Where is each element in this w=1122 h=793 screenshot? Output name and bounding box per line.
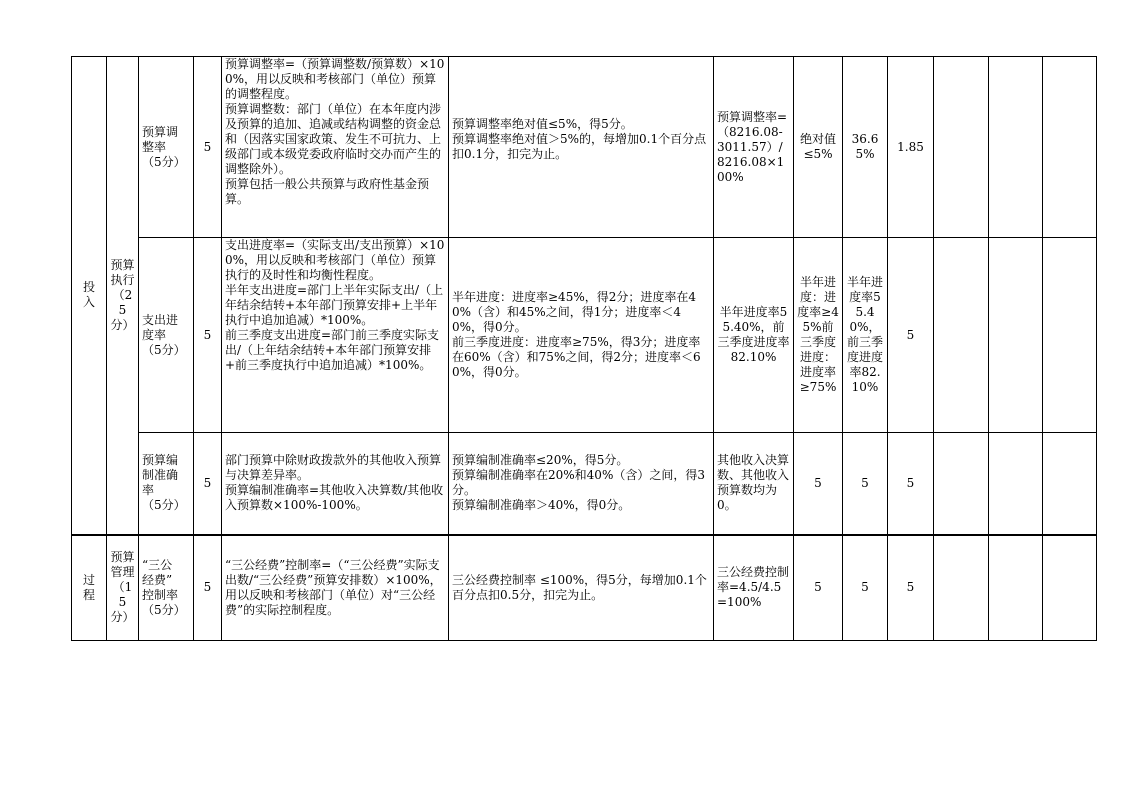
measured-value: 半年进度率55.40%，前三季度进度率82.10% xyxy=(843,238,888,433)
indicator-name: 预算调 整率 （5分） xyxy=(139,57,194,238)
indicator-definition: 部门预算中除财政拨款外的其他收入预算与决算差异率。 预算编制准确率=其他收入决算数/其他收入预算数×100%-100%。 xyxy=(222,433,449,535)
category-process: 过 程 xyxy=(72,535,107,641)
actual-value: 三公经费控制率=4.5/4.5=100% xyxy=(714,535,794,641)
score: 1.85 xyxy=(888,57,934,238)
target-value: 绝对值≤5% xyxy=(794,57,843,238)
empty-cell xyxy=(934,433,989,535)
indicator-name: “三公 经费” 控制率 （5分） xyxy=(139,535,194,641)
actual-value: 预算调整率=（8216.08-3011.57）/8216.08×100% xyxy=(714,57,794,238)
score: 5 xyxy=(888,535,934,641)
table-row xyxy=(72,535,1097,641)
measured-value: 5 xyxy=(843,433,888,535)
scoring-criteria: 半年进度：进度率≥45%，得2分；进度率在40%（含）和45%之间，得1分；进度率＜40%，得0分。 前三季度进度：进度率≥75%，得3分；进度率在60%（含）和75%之间，得2分；进度率＜60%，得0分。 xyxy=(449,238,714,433)
actual-value: 半年进度率55.40%，前三季度进度率82.10% xyxy=(714,238,794,433)
score: 5 xyxy=(888,433,934,535)
empty-cell xyxy=(1043,57,1097,238)
empty-cell xyxy=(1043,535,1097,641)
empty-cell xyxy=(934,535,989,641)
table-row xyxy=(72,238,1097,433)
indicator-weight: 5 xyxy=(194,57,222,238)
actual-value: 其他收入决算数、其他收入预算数均为0。 xyxy=(714,433,794,535)
score: 5 xyxy=(888,238,934,433)
indicator-definition: 预算调整率=（预算调整数/预算数）×100%，用以反映和考核部门（单位）预算的调整程度。 预算调整数：部门（单位）在本年度内涉及预算的追加、追减或结构调整的资金总和（因落实国家政策、发生不可抗力、上级部门或本级党委政府临时交办而产生的调整除外）。 预算包括一般公共预算与政府性基金预算。 xyxy=(222,57,449,238)
table-row xyxy=(72,57,1097,238)
measured-value: 5 xyxy=(843,535,888,641)
empty-cell xyxy=(989,238,1043,433)
subcategory-budget-execution: 预算 执行 （25 分） xyxy=(107,57,139,535)
indicator-weight: 5 xyxy=(194,433,222,535)
scoring-criteria: 三公经费控制率 ≤100%，得5分，每增加0.1个百分点扣0.5分，扣完为止。 xyxy=(449,535,714,641)
category-input: 投 入 xyxy=(72,57,107,535)
empty-cell xyxy=(989,535,1043,641)
indicator-name: 预算编 制准确 率 （5分） xyxy=(139,433,194,535)
empty-cell xyxy=(989,433,1043,535)
measured-value: 36.65% xyxy=(843,57,888,238)
indicator-weight: 5 xyxy=(194,535,222,641)
empty-cell xyxy=(934,238,989,433)
scoring-criteria: 预算调整率绝对值≤5%，得5分。 预算调整率绝对值＞5%的，每增加0.1个百分点扣0.1分，扣完为止。 xyxy=(449,57,714,238)
table-row xyxy=(72,433,1097,535)
indicator-name: 支出进 度率 （5分） xyxy=(139,238,194,433)
empty-cell xyxy=(1043,238,1097,433)
empty-cell xyxy=(934,57,989,238)
scoring-criteria: 预算编制准确率≤20%，得5分。 预算编制准确率在20%和40%（含）之间，得3分。 预算编制准确率＞40%，得0分。 xyxy=(449,433,714,535)
indicator-definition: 支出进度率=（实际支出/支出预算）×100%，用以反映和考核部门（单位）预算执行的及时性和均衡性程度。 半年支出进度=部门上半年实际支出/（上年结余结转+本年部门预算安排+上半年执行中追加追减）*100%。 前三季度支出进度=部门前三季度实际支出/（上年结余结转+本年部门预算安排+前三季度执行中追加追减）*100%。 xyxy=(222,238,449,433)
indicator-weight: 5 xyxy=(194,238,222,433)
empty-cell xyxy=(1043,433,1097,535)
target-value: 半年进度：进度率≥45%前三季度进度：进度率≥75% xyxy=(794,238,843,433)
subcategory-budget-management: 预算 管理 （15 分） xyxy=(107,535,139,641)
empty-cell xyxy=(989,57,1043,238)
target-value: 5 xyxy=(794,433,843,535)
evaluation-table xyxy=(71,56,1097,641)
target-value: 5 xyxy=(794,535,843,641)
indicator-definition: “三公经费”控制率=（“三公经费”实际支出数/“三公经费”预算安排数）×100%，用以反映和考核部门（单位）对“三公经费”的实际控制程度。 xyxy=(222,535,449,641)
